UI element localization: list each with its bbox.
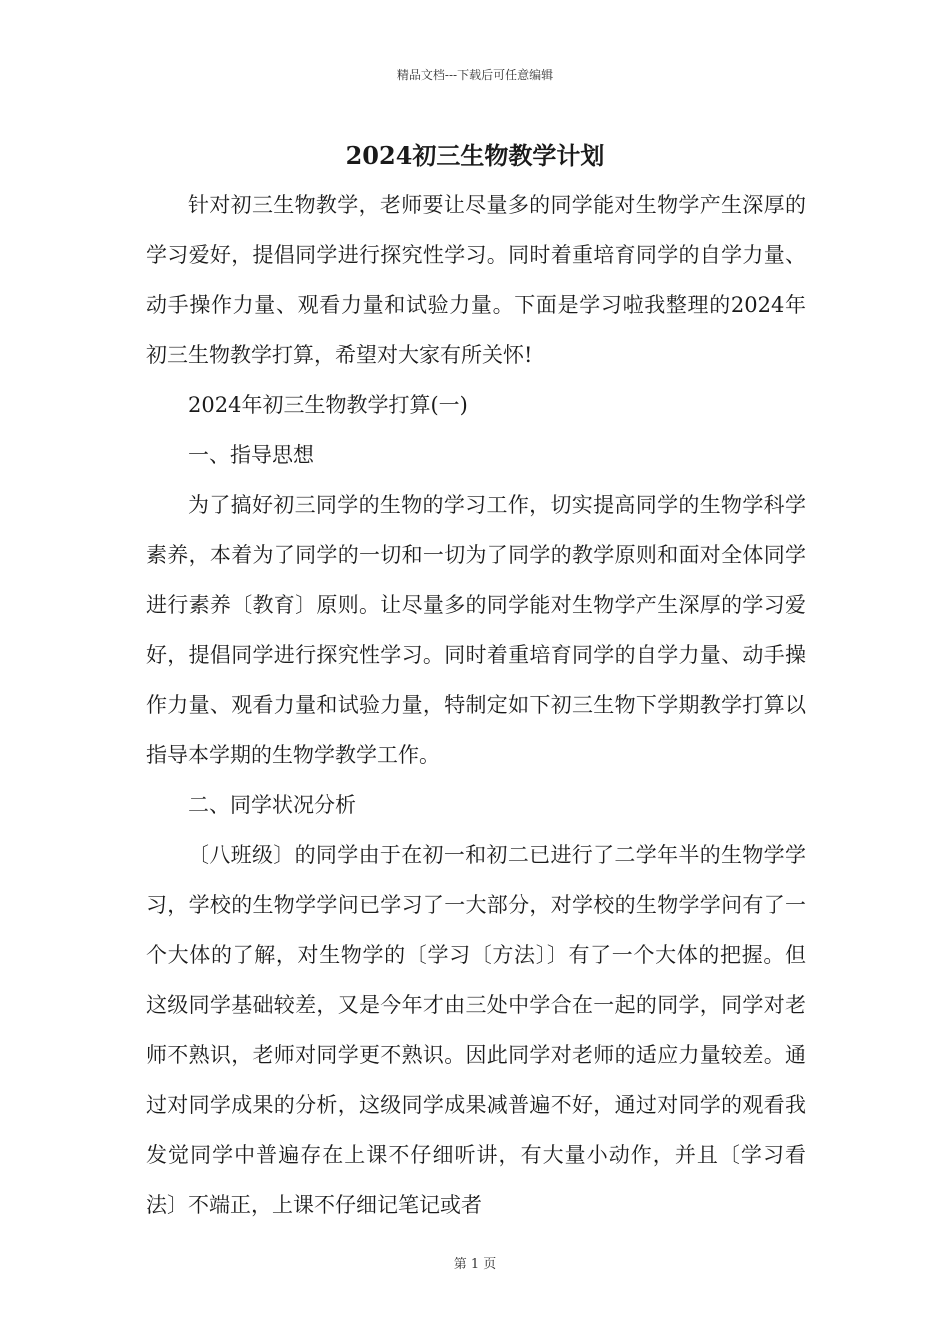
header-note: 精品文档---下载后可任意编辑 bbox=[396, 68, 554, 82]
document-body bbox=[146, 180, 806, 1230]
page-number: 第 1 页 bbox=[453, 1257, 497, 1272]
section-heading-guiding-thought: 一、指导思想 bbox=[188, 443, 314, 467]
paragraph-intro: 针对初三生物教学，老师要让尽量多的同学能对生物学产生深厚的学习爱好，提倡同学进行探究性学习。同时着重培育同学的自学力量、动手操作力量、观看力量和试验力量。下面是学习啦我整理的2024年初三生物教学打算，希望对大家有所关怀! bbox=[146, 193, 806, 367]
paragraph-guiding-thought: 为了搞好初三同学的生物的学习工作，切实提高同学的生物学科学素养，本着为了同学的一切和一切为了同学的教学原则和面对全体同学进行素养〔教育〕原则。让尽量多的同学能对生物学产生深厚的学习爱好，提倡同学进行探究性学习。同时着重培育同学的自学力量、动手操作力量、观看力量和试验力量，特制定如下初三生物下学期教学打算以指导本学期的生物学教学工作。 bbox=[146, 493, 806, 767]
document-title: 2024初三生物教学计划 bbox=[345, 141, 605, 170]
paragraph-student-analysis: 〔八班级〕的同学由于在初一和初二已进行了二学年半的生物学学习，学校的生物学学问已学习了一大部分，对学校的生物学学问有了一个大体的了解，对生物学的〔学习〔方法〕〕有了一个大体的把握。但这级同学基础较差，又是今年才由三处中学合在一起的同学，同学对老师不熟识，老师对同学更不熟识。因此同学对老师的适应力量较差。通过对同学成果的分析，这级同学成果减普遍不好，通过对同学的观看我发觉同学中普遍存在上课不仔细听讲，有大量小动作，并且〔学习看法〕不端正，上课不仔细记笔记或者 bbox=[146, 843, 806, 1217]
section-heading-plan-1: 2024年初三生物教学打算(一) bbox=[188, 393, 468, 417]
section-heading-student-analysis: 二、同学状况分析 bbox=[188, 793, 356, 817]
